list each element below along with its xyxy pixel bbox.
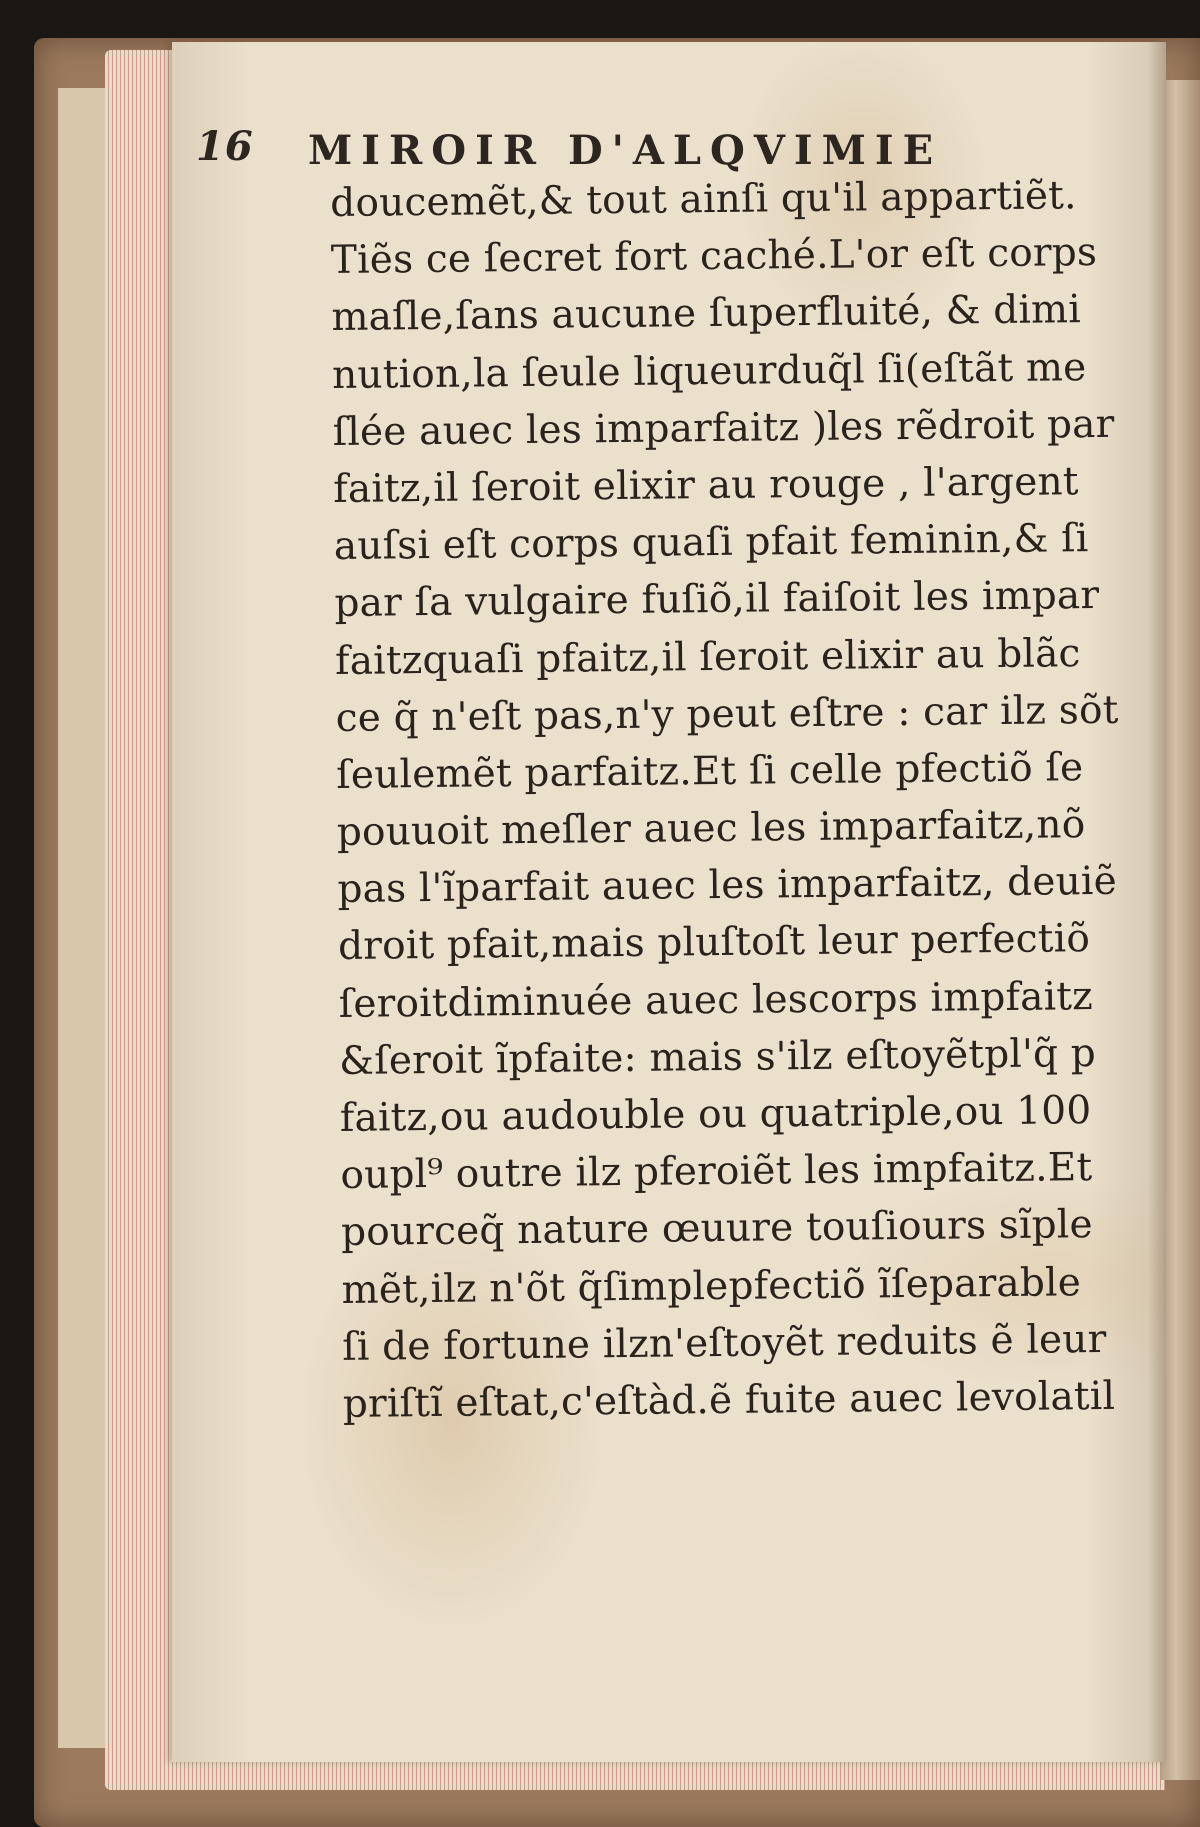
text-line: mẽt,ilz n'õt q̃ſimplepfectiõ ĩſeparable xyxy=(341,1259,1082,1313)
text-line: oupl⁹ outre ilz pferoiẽt les impfaitz.Et xyxy=(340,1145,1093,1199)
text-line: pourceq̃ nature œuure touſiours sĩple xyxy=(340,1202,1094,1256)
text-line: nution,la ſeule liqueurduq̃l ſi(eſtãt me xyxy=(331,344,1087,398)
text-line: ſeroitdiminuée auec lescorps impfaitz xyxy=(338,973,1094,1027)
text-line: pouuoit meſler auec les imparfaitz,nõ xyxy=(336,802,1086,856)
text-line: ce q̃ n'eſt pas,n'y peut eſtre : car ilz sõt xyxy=(335,687,1119,741)
page-number: 16 xyxy=(196,123,254,170)
text-line: &ſeroit ĩpfaite: mais s'ilz eſtoyẽtpl'q̃ p xyxy=(339,1030,1097,1084)
text-line: ſi de fortune ilzn'eſtoyẽt reduits ẽ leur xyxy=(342,1316,1107,1370)
text-line: Tiẽs ce ſecret fort caché.L'or eſt corps xyxy=(330,230,1098,284)
text-line: droit pfait,mais pluſtoſt leur perfectiõ xyxy=(337,916,1091,970)
running-title: MIROIR D'ALQVIMIE xyxy=(308,127,943,174)
text-line: ſeulemẽt parfaitz.Et ſi celle pfectiõ ſe xyxy=(336,745,1084,798)
text-line: doucemẽt,& tout ainſi qu'il appartiẽt. xyxy=(330,173,1077,226)
text-line: auſsi eſt corps quaſi pfait feminin,& ſi xyxy=(333,516,1089,570)
text-line: par ſa vulgaire fuſiõ,il faiſoit les impar xyxy=(334,573,1100,627)
text-line: faitz,il ſeroit elixir au rouge , l'argent xyxy=(333,459,1079,512)
text-line: pas l'ĩparfait auec les imparfaitz, deuiẽ xyxy=(337,859,1118,913)
text-line: priſtĩ eſtat,c'eſtàd.ẽ fuite auec levolatil xyxy=(342,1373,1116,1427)
body-text xyxy=(330,166,1163,1433)
text-line: maſle,ſans aucune ſuperfluité, & dimi xyxy=(331,287,1082,341)
facing-page-edge xyxy=(1160,80,1200,1780)
text-line: faitz,ou audouble ou quatriple,ou 100 xyxy=(339,1088,1092,1141)
text-line: faitzquaſi pfaitz,il ſeroit elixir au blãc xyxy=(334,630,1081,684)
text-line: ſlée auec les imparfaitz )les rẽdroit par xyxy=(332,401,1115,455)
